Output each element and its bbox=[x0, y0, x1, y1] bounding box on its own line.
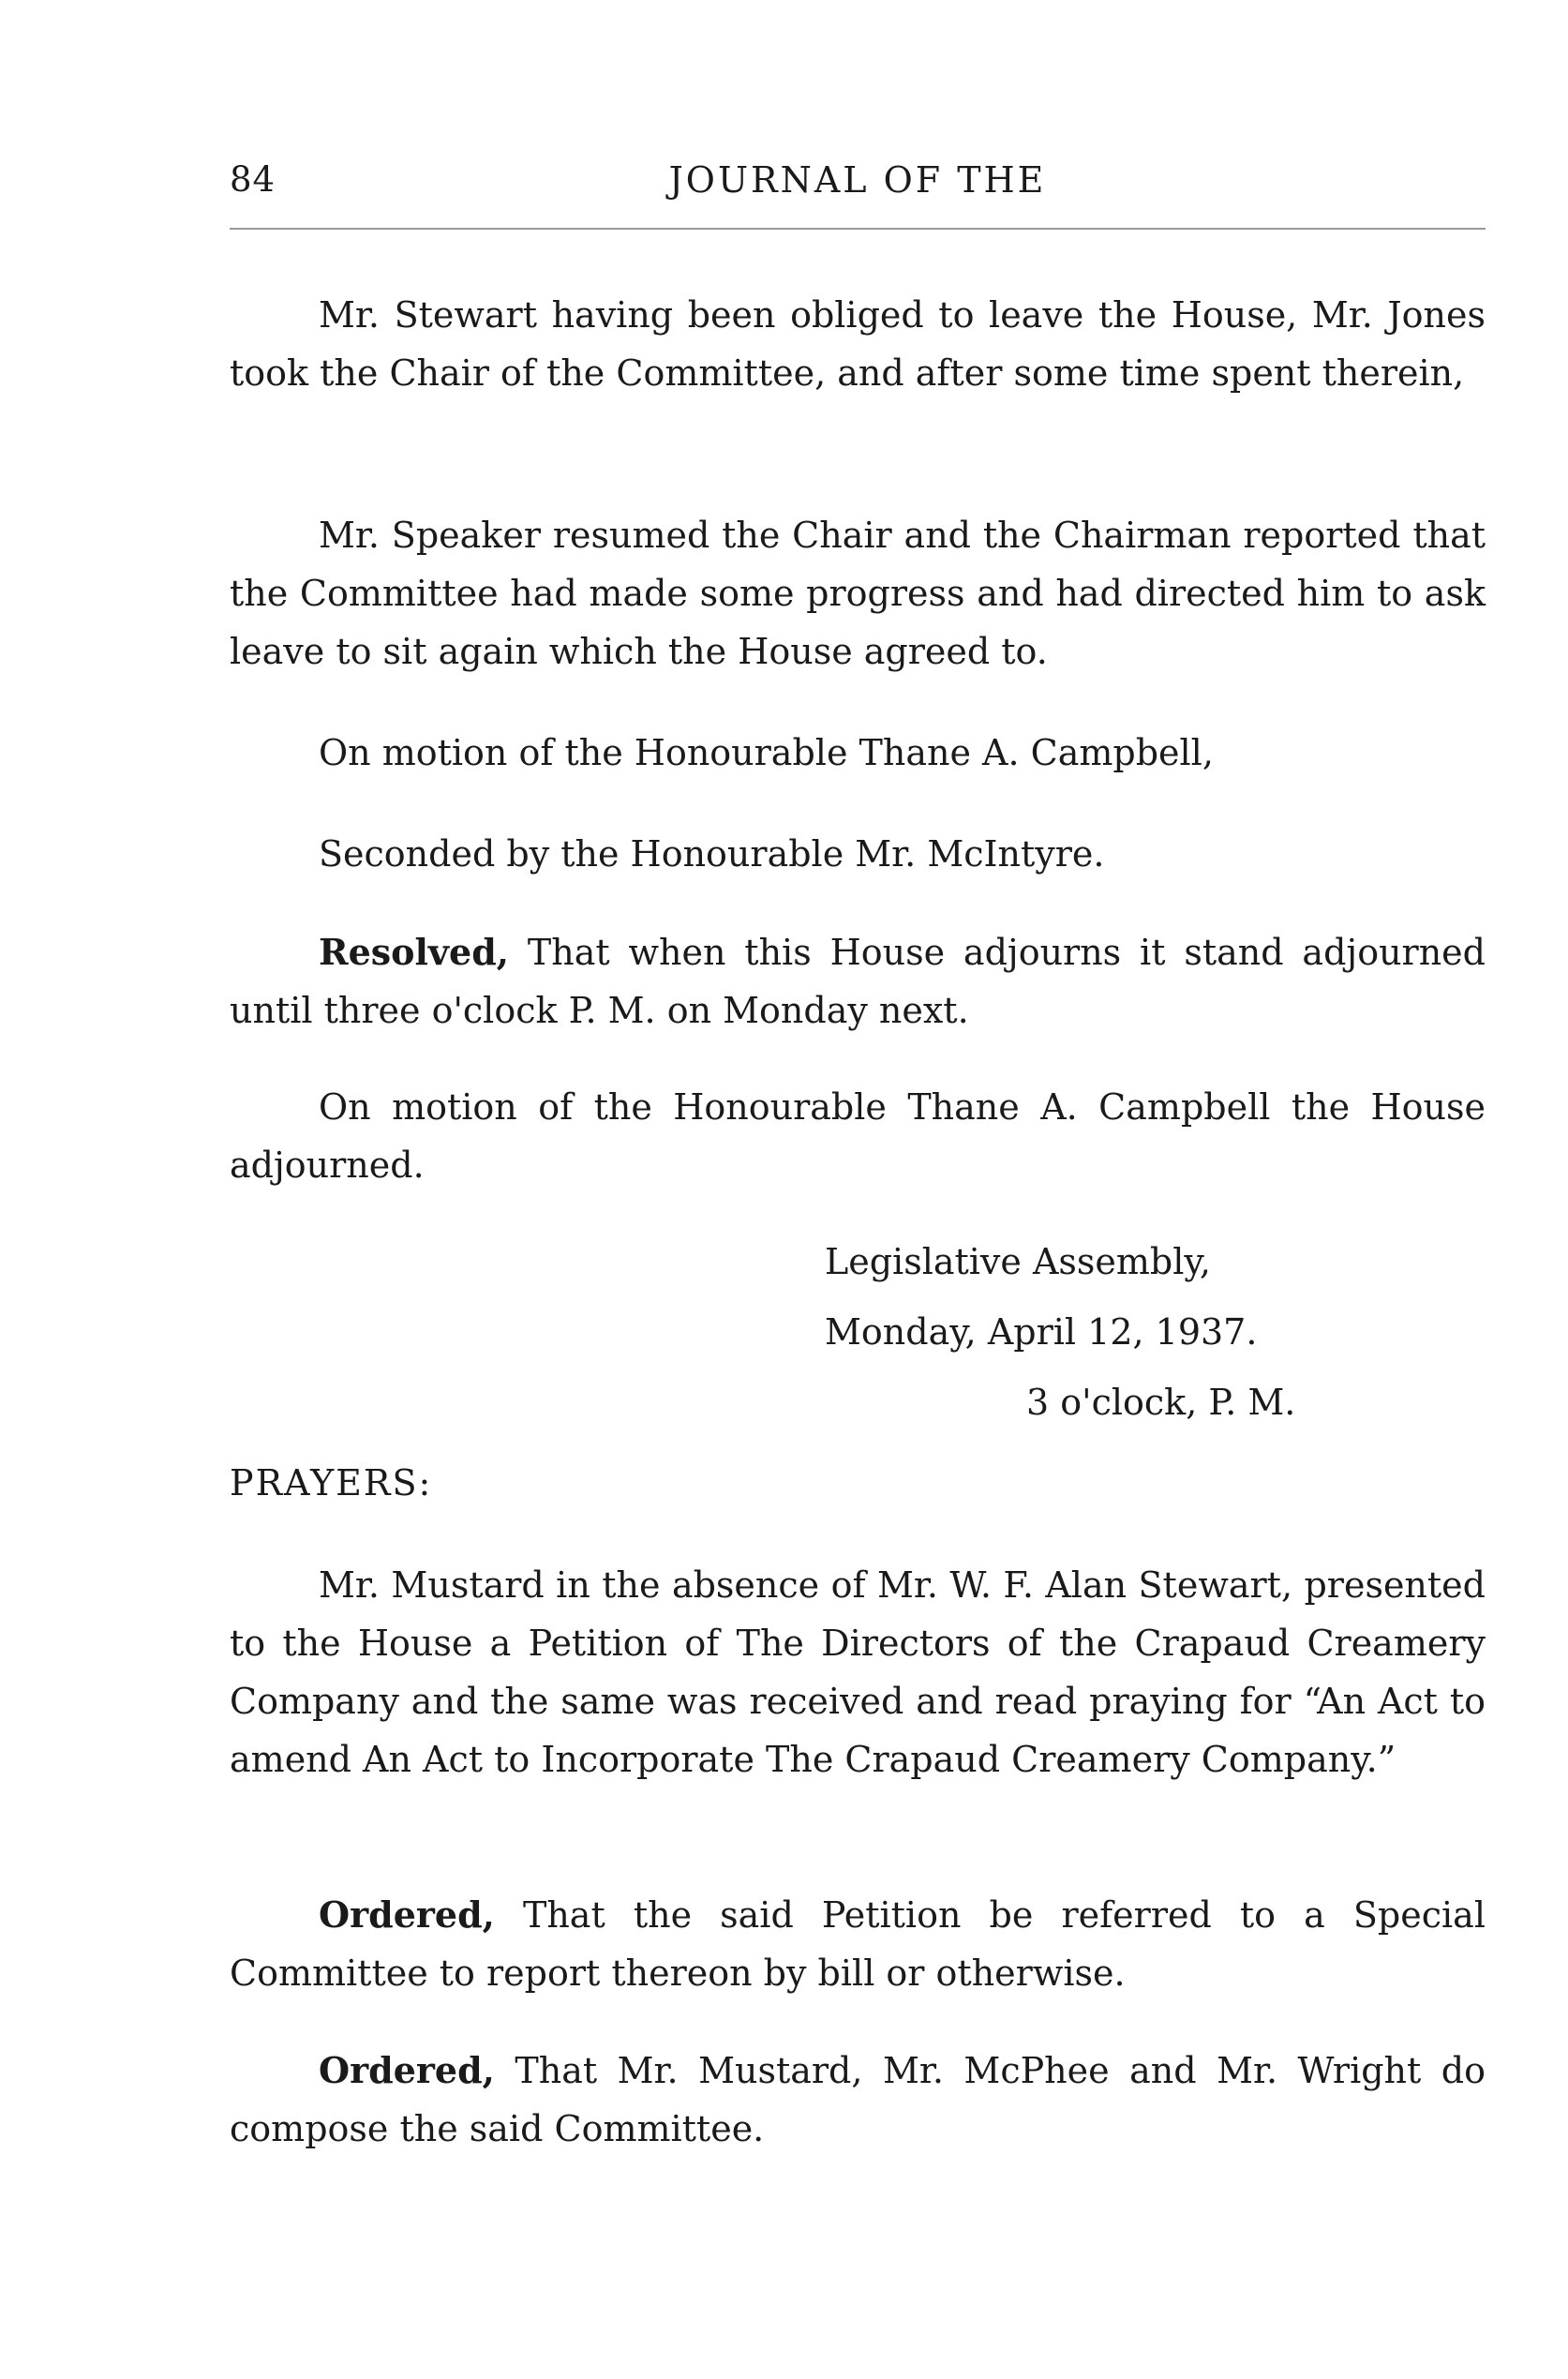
resolved-text: That when this House adjourns it stand adjourned until three o'clock P. M. on Monday next. bbox=[230, 932, 1486, 1031]
prayers-heading: PRAYERS: bbox=[230, 1462, 433, 1504]
page-header bbox=[230, 159, 1486, 206]
paragraph-ordered-referred bbox=[230, 1886, 1486, 2002]
dateline-time: 3 o'clock, P. M. bbox=[1026, 1382, 1296, 1423]
running-head: JOURNAL OF THE bbox=[668, 159, 1047, 201]
paragraph-adjourned: On motion of the Honourable Thane A. Campbell the House adjourned. bbox=[230, 1086, 1486, 1186]
paragraph-ordered-compose bbox=[230, 2042, 1486, 2158]
paragraph-petition: Mr. Mustard in the absence of Mr. W. F. Alan Stewart, presented to the House a Petition of The Directors of the Crapaud Creamery Company and the same was received and read praying for “An Act to amend An Act to Incorporate The Crapaud Creamery Company.” bbox=[230, 1564, 1486, 1780]
ordered-label: Ordered, bbox=[319, 1893, 495, 1936]
paragraph-committee-chair: Mr. Stewart having been obliged to leave the House, Mr. Jones took the Chair of the Committee, and after some time spent therein, bbox=[230, 294, 1486, 394]
paragraph-seconded: Seconded by the Honourable Mr. McIntyre. bbox=[319, 833, 1105, 875]
ordered-compose-text: That Mr. Mustard, Mr. McPhee and Mr. Wright do compose the said Committee. bbox=[230, 2050, 1486, 2149]
paragraph-motion: On motion of the Honourable Thane A. Campbell, bbox=[319, 732, 1214, 773]
paragraph-speaker-resumed: Mr. Speaker resumed the Chair and the Chairman reported that the Committee had made some progress and had directed him to ask leave to sit again which the House agreed to. bbox=[230, 515, 1486, 672]
dateline-date: Monday, April 12, 1937. bbox=[825, 1311, 1258, 1353]
ordered-label: Ordered, bbox=[319, 2049, 495, 2091]
page-number: 84 bbox=[230, 159, 276, 200]
dateline-assembly: Legislative Assembly, bbox=[825, 1241, 1211, 1282]
ordered-referred-text: That the said Petition be referred to a Special Committee to report thereon by bill or otherwise. bbox=[230, 1894, 1486, 1994]
resolved-label: Resolved, bbox=[319, 931, 509, 973]
header-rule bbox=[230, 228, 1486, 230]
paragraph-resolved bbox=[230, 923, 1486, 1040]
